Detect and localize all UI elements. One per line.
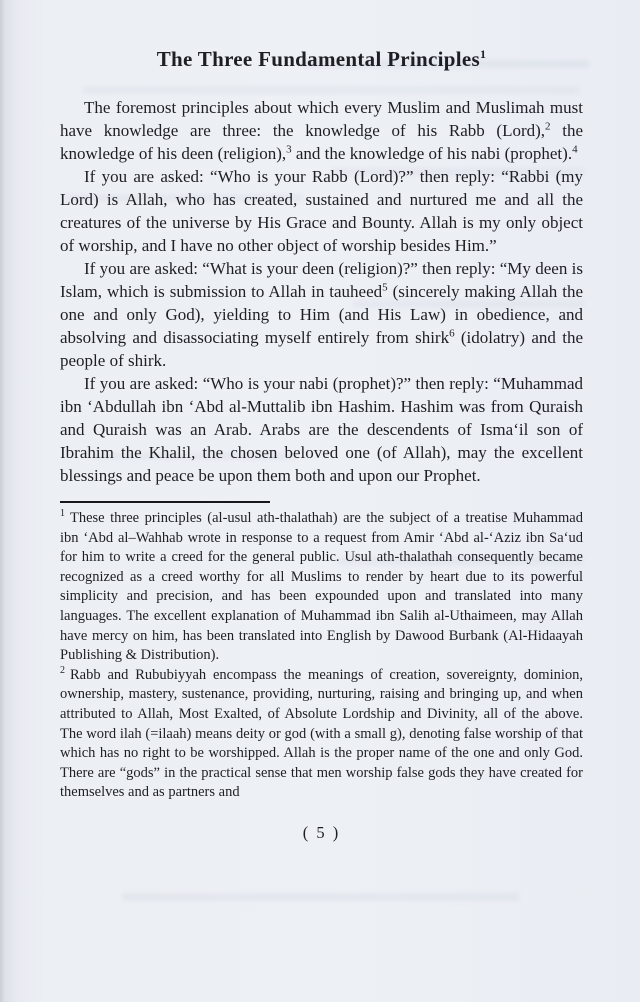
page-content <box>0 46 640 843</box>
paragraph-who-is-your-nabi: If you are asked: “Who is your nabi (prophet)?” then reply: “Muhammad ibn ‘Abdullah ibn ‘Abd al-Muttalib ibn Hashim. Hashim was from Quraish and Quraish was an Arab. Arabs are the descendents of Isma‘il son of Ibrahim the Khalil, the chosen beloved one (of Allah), may the excellent blessings and peace be upon them both and upon our Prophet. <box>60 374 583 485</box>
paragraph-foremost-principles: The foremost principles about which every Muslim and Muslimah must have knowledge are three: the knowledge of his Rabb (Lord),$^2$ the knowledge of his deen (religion),$^3$ and the knowledge of his nabi (prophet).$^4$ <box>60 98 583 163</box>
body-text <box>60 96 583 487</box>
paragraph-who-is-your-rabb: If you are asked: “Who is your Rabb (Lord)?” then reply: “Rabbi (my Lord) is Allah, who has created, sustained and nurtured me and all the creatures of the universe by His Grace and Bounty. Allah is my only object of worship, and I have no other object of worship besides Him.” <box>60 167 583 255</box>
footnote-1: $^1$ These three principles (al-usul ath-thalathah) are the subject of a treatise Muhammad ibn ‘Abd al–Wahhab wrote in response to a request from Amir ‘Abd al-‘Aziz ibn Sa‘ud for him to write a creed for the general public. Usul ath-thalathah consequently became recognized as a creed worthy for all Muslims to render by heart due to its powerful simplicity and precision, and has been expounded upon and translated into many languages. The excellent explanation of Muhammad ibn Salih al-Uthaimeen, may Allah have mercy on him, has been translated into English by Dawood Burbank (Al-Hidaayah Publishing & Distribution). <box>60 508 583 664</box>
footnote-2: $^2$ Rabb and Rububiyyah encompass the meanings of creation, sovereignty, dominion, ownership, mastery, sustenance, providing, nurturing, raising and bringing up, and when attributed to Allah, Most Exalted, of Absolute Lordship and Divinity, all of the above. The word ilah (=ilaah) means deity or god (with a small g), denoting false worship of that which has no right to be worshipped. Allah is the proper name of the one and only God. There are “gods” in the practical sense that men worship false gods they have created for themselves and as partners and <box>60 664 583 801</box>
paragraph-what-is-your-deen: If you are asked: “What is your deen (religion)?” then reply: “My deen is Islam, which is submission to Allah in tauheed$^5$ (sincerely making Allah the one and only God), yielding to Him (and His Law) in obedience, and absolving and disassociating myself entirely from shirk$^6$ (idolatry) and the people of shirk. <box>60 259 583 370</box>
page-number: ( 5 ) <box>302 822 341 842</box>
page-title: The Three Fundamental Principles$^1$ <box>156 47 487 71</box>
bleed-through-ghost <box>122 893 520 901</box>
footnote-separator-rule <box>60 501 270 503</box>
footnotes-section <box>60 509 583 803</box>
